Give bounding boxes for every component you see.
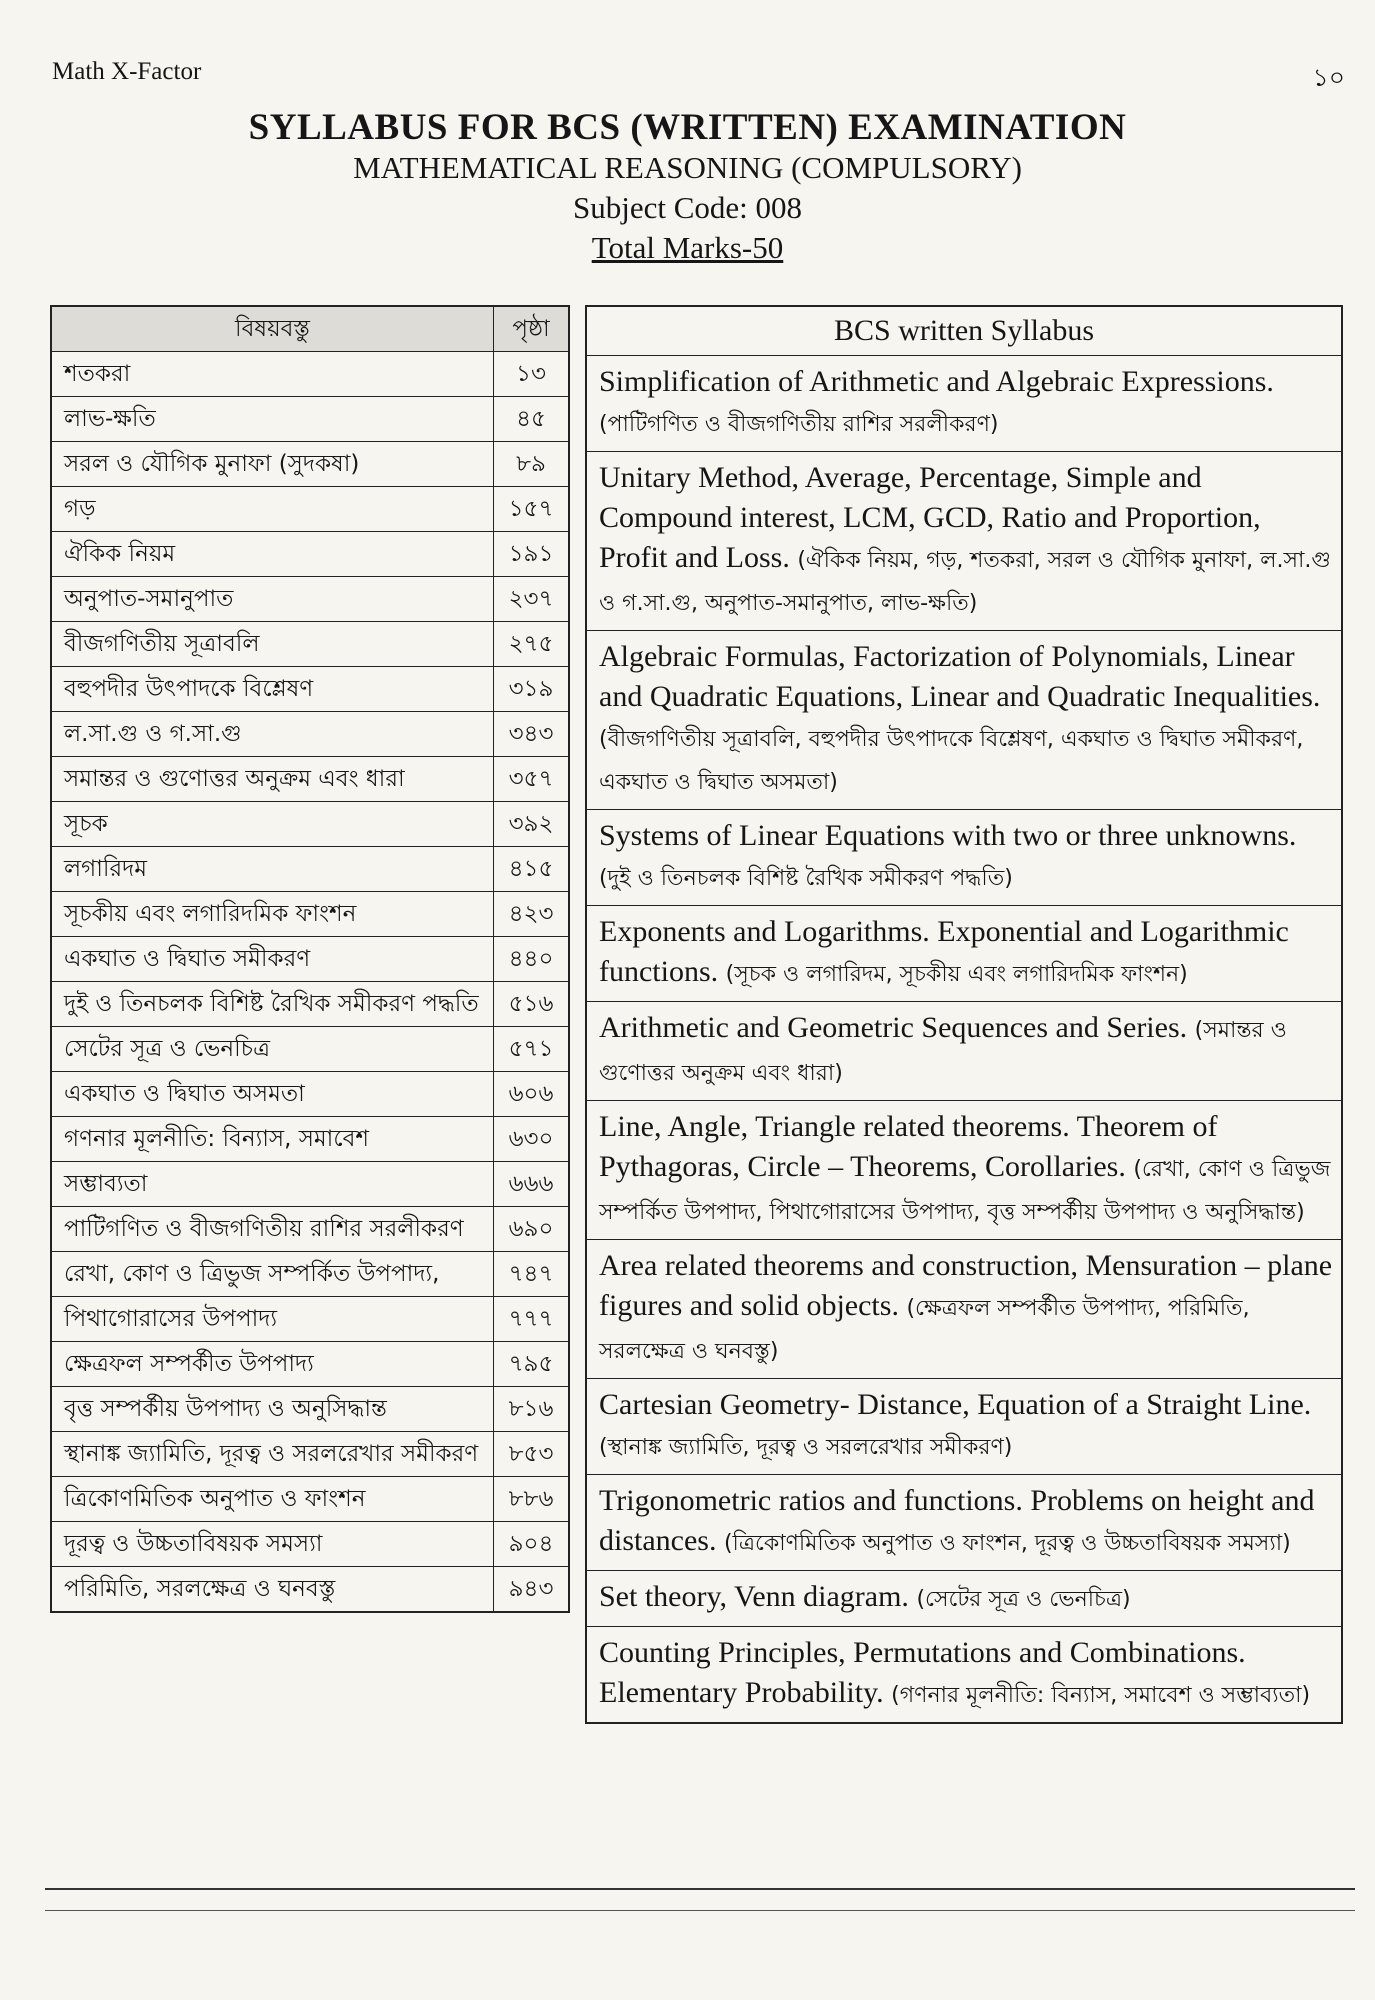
contents-row <box>51 577 569 622</box>
contents-topic: রেখা, কোণ ও ত্রিভুজ সম্পর্কিত উপপাদ্য, <box>51 1252 494 1297</box>
contents-row <box>51 1297 569 1342</box>
contents-topic: সেটের সূত্র ও ভেনচিত্র <box>51 1027 494 1072</box>
contents-row <box>51 982 569 1027</box>
syllabus-item-english: Counting Principles, Permutations and Combinations. Elementary Probability. <box>599 1636 1246 1709</box>
contents-page: ২৭৫ <box>494 622 570 667</box>
contents-topic: একঘাত ও দ্বিঘাত অসমতা <box>51 1072 494 1117</box>
contents-body <box>51 352 569 1613</box>
contents-row <box>51 937 569 982</box>
contents-topic: লাভ-ক্ষতি <box>51 397 494 442</box>
contents-page: ৮৯ <box>494 442 570 487</box>
contents-page: ২৩৭ <box>494 577 570 622</box>
contents-page: ৩১৯ <box>494 667 570 712</box>
contents-topic: বহুপদীর উৎপাদকে বিশ্লেষণ <box>51 667 494 712</box>
contents-topic: লগারিদম <box>51 847 494 892</box>
contents-page: ৬০৬ <box>494 1072 570 1117</box>
contents-table <box>50 305 570 1613</box>
contents-page: ৯০৪ <box>494 1522 570 1567</box>
subject-code: Subject Code: 008 <box>572 190 803 225</box>
syllabus-item-bangla: (বীজগণিতীয় সূত্রাবলি, বহুপদীর উৎপাদকে বিশ্লেষণ, একঘাত ও দ্বিঘাত সমীকরণ, একঘাত ও দ্বিঘাত অসমতা) <box>599 727 1304 795</box>
contents-row <box>51 1207 569 1252</box>
contents-page: ৬৬৬ <box>494 1162 570 1207</box>
syllabus-row <box>586 810 1342 906</box>
contents-topic: ঐকিক নিয়ম <box>51 532 494 577</box>
contents-page: ৮৫৩ <box>494 1432 570 1477</box>
contents-header-row <box>51 306 569 352</box>
syllabus-header: BCS written Syllabus <box>586 306 1342 356</box>
contents-row <box>51 802 569 847</box>
contents-row <box>51 1387 569 1432</box>
syllabus-item-bangla: (গণনার মূলনীতি: বিন্যাস, সমাবেশ ও সম্ভাব্যতা) <box>891 1683 1311 1708</box>
syllabus-row <box>586 1379 1342 1475</box>
syllabus-item-bangla: (দুই ও তিনচলক বিশিষ্ট রৈখিক সমীকরণ পদ্ধতি) <box>599 866 1013 891</box>
syllabus-item <box>586 810 1342 906</box>
syllabus-body <box>586 356 1342 1724</box>
contents-row <box>51 757 569 802</box>
contents-row <box>51 397 569 442</box>
syllabus-item-bangla: (ত্রিকোণমিতিক অনুপাত ও ফাংশন, দূরত্ব ও উচ্চতাবিষয়ক সমস্যা) <box>723 1531 1291 1556</box>
syllabus-item-bangla: (সমান্তর ও গুণোত্তর অনুক্রম এবং ধারা) <box>599 1018 1287 1086</box>
syllabus-item-bangla: (পাটিগণিত ও বীজগণিতীয় রাশির সরলীকরণ) <box>599 412 999 437</box>
contents-row <box>51 1072 569 1117</box>
syllabus-row <box>586 1002 1342 1101</box>
contents-topic: স্থানাঙ্ক জ্যামিতি, দূরত্ব ও সরলরেখার সমীকরণ <box>51 1432 494 1477</box>
syllabus-row <box>586 1240 1342 1379</box>
contents-topic: সূচক <box>51 802 494 847</box>
contents-page: ৭৯৫ <box>494 1342 570 1387</box>
syllabus-item-english: Exponents and Logarithms. Exponential and Logarithmic functions. <box>599 915 1289 988</box>
syllabus-item <box>586 1571 1342 1627</box>
syllabus-table <box>585 305 1343 1724</box>
syllabus-row <box>586 906 1342 1002</box>
syllabus-item-bangla: (সেটের সূত্র ও ভেনচিত্র) <box>916 1587 1131 1612</box>
contents-topic: গড় <box>51 487 494 532</box>
contents-topic: বীজগণিতীয় সূত্রাবলি <box>51 622 494 667</box>
syllabus-item <box>586 1101 1342 1240</box>
syllabus-item <box>586 1627 1342 1724</box>
contents-page: ৪৪০ <box>494 937 570 982</box>
contents-topic: শতকরা <box>51 352 494 397</box>
contents-page: ১৯১ <box>494 532 570 577</box>
contents-row <box>51 1162 569 1207</box>
contents-page: ৪১৫ <box>494 847 570 892</box>
syllabus-row <box>586 1627 1342 1724</box>
contents-topic: সরল ও যৌগিক মুনাফা (সুদকষা) <box>51 442 494 487</box>
syllabus-item-english: Area related theorems and construction, Mensuration – plane figures and solid objects. <box>599 1249 1333 1322</box>
syllabus-item-english: Arithmetic and Geometric Sequences and Series. <box>599 1011 1188 1044</box>
contents-row <box>51 847 569 892</box>
contents-topic: সূচকীয় এবং লগারিদমিক ফাংশন <box>51 892 494 937</box>
syllabus-item <box>586 631 1342 810</box>
syllabus-item-english: Set theory, Venn diagram. <box>599 1580 909 1613</box>
contents-page: ৫৭১ <box>494 1027 570 1072</box>
subtitle: MATHEMATICAL REASONING (COMPULSORY) <box>353 150 1022 185</box>
syllabus-item <box>586 906 1342 1002</box>
contents-col-page: পৃষ্ঠা <box>494 306 570 352</box>
main-title: SYLLABUS FOR BCS (WRITTEN) EXAMINATION <box>248 107 1127 148</box>
contents-page: ৫১৬ <box>494 982 570 1027</box>
syllabus-row <box>586 1571 1342 1627</box>
contents-topic: পিথাগোরাসের উপপাদ্য <box>51 1297 494 1342</box>
contents-row <box>51 1252 569 1297</box>
contents-row <box>51 1567 569 1613</box>
contents-page: ৮৮৬ <box>494 1477 570 1522</box>
syllabus-header-row <box>586 306 1342 356</box>
syllabus-item-bangla: (রেখা, কোণ ও ত্রিভুজ সম্পর্কিত উপপাদ্য, পিথাগোরাসের উপপাদ্য, বৃত্ত সম্পর্কীয় উপপাদ্য ও অনুসিদ্ধান্ত) <box>599 1157 1331 1225</box>
contents-page: ৯৪৩ <box>494 1567 570 1613</box>
contents-topic: ত্রিকোণমিতিক অনুপাত ও ফাংশন <box>51 1477 494 1522</box>
contents-page: ৬৯০ <box>494 1207 570 1252</box>
syllabus-row <box>586 452 1342 631</box>
total-marks: Total Marks-50 <box>591 230 784 265</box>
contents-topic: ক্ষেত্রফল সম্পর্কীত উপপাদ্য <box>51 1342 494 1387</box>
syllabus-item-english: Line, Angle, Triangle related theorems. Theorem of Pythagoras, Circle – Theorems, Corollaries. <box>599 1110 1218 1183</box>
contents-col-topic: বিষয়বস্তু <box>51 306 494 352</box>
contents-page: ৬৩০ <box>494 1117 570 1162</box>
footer-rule-thin <box>45 1910 1355 1911</box>
contents-topic: সমান্তর ও গুণোত্তর অনুক্রম এবং ধারা <box>51 757 494 802</box>
contents-page: ৪২৩ <box>494 892 570 937</box>
syllabus-item <box>586 356 1342 452</box>
title-block <box>0 108 1375 268</box>
syllabus-row <box>586 631 1342 810</box>
page-number: ১০ <box>1312 65 1345 92</box>
syllabus-item-english: Cartesian Geometry- Distance, Equation of a Straight Line. <box>599 1388 1312 1421</box>
syllabus-row <box>586 1101 1342 1240</box>
contents-page: ৩৪৩ <box>494 712 570 757</box>
contents-page: ৪৫ <box>494 397 570 442</box>
syllabus-item-english: Unitary Method, Average, Percentage, Simple and Compound interest, LCM, GCD, Ratio and Proportion, Profit and Loss. <box>599 461 1261 574</box>
contents-row <box>51 532 569 577</box>
syllabus-item-bangla: (ঐকিক নিয়ম, গড়, শতকরা, সরল ও যৌগিক মুনাফা, ল.সা.গু ও গ.সা.গু, অনুপাত-সমানুপাত, লাভ-ক্ষতি) <box>599 548 1331 616</box>
contents-topic: পাটিগণিত ও বীজগণিতীয় রাশির সরলীকরণ <box>51 1207 494 1252</box>
syllabus-item <box>586 1240 1342 1379</box>
syllabus-item-english: Systems of Linear Equations with two or three unknowns. <box>599 819 1297 852</box>
syllabus-item-english: Algebraic Formulas, Factorization of Polynomials, Linear and Quadratic Equations, Linear and Quadratic Inequalities. <box>599 640 1321 713</box>
contents-row <box>51 622 569 667</box>
syllabus-item-bangla: (স্থানাঙ্ক জ্যামিতি, দূরত্ব ও সরলরেখার সমীকরণ) <box>599 1435 1013 1460</box>
contents-row <box>51 667 569 712</box>
contents-topic: অনুপাত-সমানুপাত <box>51 577 494 622</box>
syllabus-item-bangla: (ক্ষেত্রফল সম্পর্কীত উপপাদ্য, পরিমিতি, সরলক্ষেত্র ও ঘনবস্তু) <box>599 1296 1250 1364</box>
syllabus-item <box>586 1475 1342 1571</box>
contents-topic: পরিমিতি, সরলক্ষেত্র ও ঘনবস্তু <box>51 1567 494 1613</box>
syllabus-item-english: Trigonometric ratios and functions. Problems on height and distances. <box>599 1484 1315 1557</box>
contents-page: ৮১৬ <box>494 1387 570 1432</box>
contents-topic: সম্ভাব্যতা <box>51 1162 494 1207</box>
contents-row <box>51 352 569 397</box>
contents-page: ৭৭৭ <box>494 1297 570 1342</box>
syllabus-row <box>586 1475 1342 1571</box>
contents-topic: দুই ও তিনচলক বিশিষ্ট রৈখিক সমীকরণ পদ্ধতি <box>51 982 494 1027</box>
syllabus-row <box>586 356 1342 452</box>
contents-page: ১৫৭ <box>494 487 570 532</box>
contents-page: ১৩ <box>494 352 570 397</box>
contents-page: ৩৫৭ <box>494 757 570 802</box>
contents-row <box>51 1342 569 1387</box>
book-title: Math X-Factor <box>52 58 202 85</box>
syllabus-item <box>586 1002 1342 1101</box>
syllabus-item-english: Simplification of Arithmetic and Algebraic Expressions. <box>599 365 1274 398</box>
contents-page: ৭৪৭ <box>494 1252 570 1297</box>
contents-row <box>51 1522 569 1567</box>
contents-row <box>51 1432 569 1477</box>
contents-topic: দূরত্ব ও উচ্চতাবিষয়ক সমস্যা <box>51 1522 494 1567</box>
contents-row <box>51 892 569 937</box>
contents-row <box>51 442 569 487</box>
contents-topic: বৃত্ত সম্পর্কীয় উপপাদ্য ও অনুসিদ্ধান্ত <box>51 1387 494 1432</box>
contents-row <box>51 1117 569 1162</box>
contents-topic: গণনার মূলনীতি: বিন্যাস, সমাবেশ <box>51 1117 494 1162</box>
contents-topic: একঘাত ও দ্বিঘাত সমীকরণ <box>51 937 494 982</box>
syllabus-item <box>586 1379 1342 1475</box>
footer-rule <box>45 1888 1355 1890</box>
contents-topic: ল.সা.গু ও গ.সা.গু <box>51 712 494 757</box>
syllabus-item <box>586 452 1342 631</box>
syllabus-item-bangla: (সূচক ও লগারিদম, সূচকীয় এবং লগারিদমিক ফাংশন) <box>725 962 1188 987</box>
contents-row <box>51 487 569 532</box>
contents-page: ৩৯২ <box>494 802 570 847</box>
contents-row <box>51 1477 569 1522</box>
contents-row <box>51 712 569 757</box>
contents-row <box>51 1027 569 1072</box>
